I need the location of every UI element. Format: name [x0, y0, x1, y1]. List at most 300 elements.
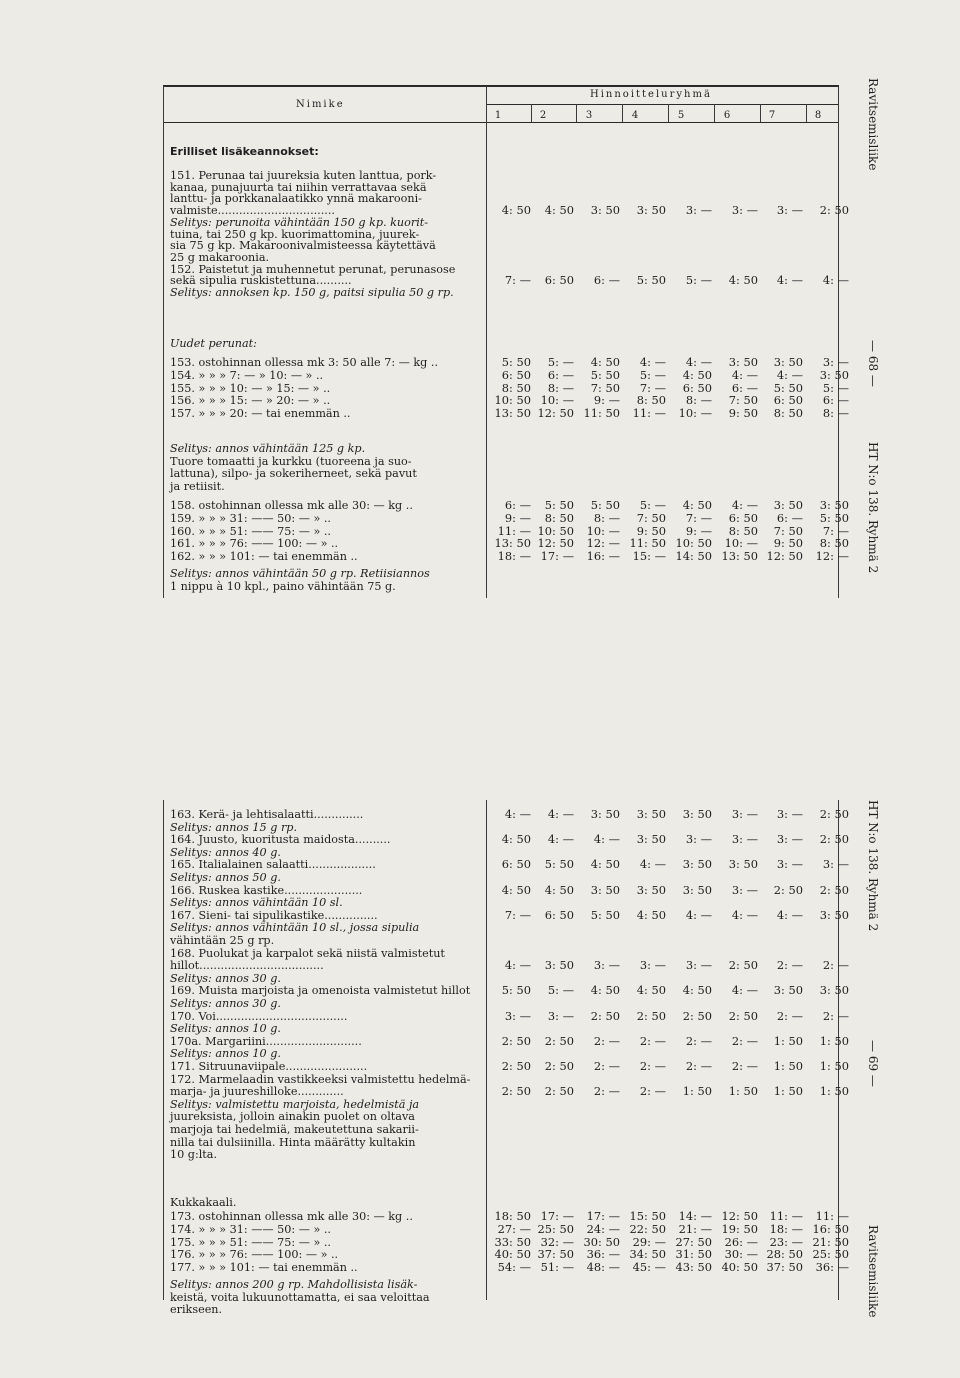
price-cell: 1: 50: [728, 1084, 758, 1099]
price-cell: 10: —: [724, 536, 758, 551]
price-values: [486, 1033, 849, 1048]
col-sep: [806, 104, 807, 122]
price-cell: 3: —: [776, 832, 803, 847]
item-text: nilla tai dulsiinilla. Hinta määrätty kultakin: [170, 1135, 416, 1149]
price-cell: 10: —: [540, 393, 574, 408]
price-cell: 1: 50: [773, 1033, 803, 1048]
price-cell: 30: —: [724, 1247, 758, 1262]
price-cell: 13: 50: [494, 406, 531, 421]
price-cell: 2: —: [685, 1059, 712, 1073]
price-cell: 3: —: [504, 1008, 531, 1023]
price-cell: 8: —: [547, 380, 574, 395]
price-cell: 5: —: [547, 355, 574, 369]
price-cell: 3: —: [731, 807, 758, 821]
group-header: Hinnoitteluryhmä: [590, 89, 712, 100]
col-sep: [531, 104, 532, 122]
price-cell: 16: —: [586, 549, 620, 564]
price-cell: 7: —: [822, 523, 849, 538]
price-cell: 6: —: [822, 393, 849, 408]
price-cell: 16: 50: [812, 1221, 849, 1236]
price-cell: 2: 50: [590, 1008, 620, 1023]
price-cell: 2: 50: [819, 203, 849, 218]
price-cell: 7: 50: [636, 510, 666, 525]
column-number: 1: [494, 110, 502, 121]
price-cell: 4: —: [731, 907, 758, 922]
price-cell: 6: 50: [501, 857, 531, 872]
price-cell: 8: —: [593, 510, 620, 525]
price-cell: 10: 50: [675, 536, 712, 551]
item-text: tuina, tai 250 g kp. kuorimattomina, juurek-: [170, 227, 420, 241]
price-cell: 2: 50: [728, 958, 758, 973]
price-cell: 54: —: [497, 1260, 531, 1275]
side-ht-bottom: HT N:o 138. Ryhmä 2: [866, 800, 880, 932]
price-cell: 2: 50: [544, 1084, 574, 1099]
price-cell: 6: —: [776, 510, 803, 525]
price-cell: 8: 50: [501, 380, 531, 395]
price-values: [486, 1059, 849, 1073]
price-cell: 4: 50: [501, 832, 531, 847]
price-cell: 5: 50: [501, 983, 531, 998]
item-text: lanttu- ja porkkanalaatikko ynnä makarooni-: [170, 192, 422, 206]
item-text: 10 g:lta.: [170, 1148, 218, 1162]
column-number: 6: [723, 110, 731, 121]
price-cell: 2: 50: [819, 882, 849, 897]
item-text: 162. » » » 101: — tai enemmän ..: [170, 550, 358, 564]
price-cell: 2: 50: [819, 832, 849, 847]
price-cell: 3: 50: [682, 807, 712, 821]
price-cell: 2: 50: [501, 1084, 531, 1099]
price-cell: 5: 50: [501, 355, 531, 369]
price-cell: 6: 50: [544, 907, 574, 922]
price-cell: 10: 50: [494, 393, 531, 408]
price-cell: 1: 50: [819, 1084, 849, 1099]
price-values: [486, 406, 849, 421]
price-cell: 3: 50: [728, 355, 758, 369]
price-cell: 13: 50: [721, 549, 758, 564]
price-cell: 8: 50: [728, 523, 758, 538]
item-text: hillot...................................: [170, 959, 324, 973]
price-cell: 11: —: [632, 406, 666, 421]
price-cell: 27: 50: [675, 1234, 712, 1249]
price-cell: 4: —: [685, 907, 712, 922]
item-text: 163. Kerä- ja lehtisalaatti..............: [170, 808, 364, 821]
price-cell: 3: —: [776, 807, 803, 821]
price-cell: 12: —: [586, 536, 620, 551]
col-sep: [760, 104, 761, 122]
price-cell: 3: 50: [682, 857, 712, 872]
price-cell: 4: 50: [501, 203, 531, 218]
price-cell: 3: 50: [636, 832, 666, 847]
note-text: lattuna), silpo- ja sokeriherneet, sekä pavut: [170, 467, 417, 481]
item-text: 25 g makaroonia.: [170, 250, 270, 264]
price-cell: 2: —: [593, 1033, 620, 1048]
price-cell: 2: 50: [773, 882, 803, 897]
price-values: [486, 958, 849, 973]
price-cell: 5: 50: [636, 273, 666, 288]
price-cell: 2: —: [685, 1033, 712, 1048]
price-cell: 3: —: [776, 857, 803, 872]
price-cell: 11: —: [815, 1209, 849, 1223]
item-text: 156. » » » 15: — » 20: — » ..: [170, 394, 331, 408]
price-cell: 3: 50: [819, 367, 849, 382]
price-cell: 1: 50: [773, 1059, 803, 1073]
top-rule: [163, 85, 839, 87]
price-cell: 4: —: [776, 367, 803, 382]
column-number: 3: [585, 110, 593, 121]
price-cell: 6: —: [547, 367, 574, 382]
price-cell: 6: —: [504, 498, 531, 512]
col-sep: [714, 104, 715, 122]
price-cell: 2: 50: [501, 1059, 531, 1073]
section-title: Erilliset lisäkeannokset:: [170, 145, 319, 158]
price-cell: 12: 50: [537, 406, 574, 421]
price-cell: 5: 50: [590, 367, 620, 382]
price-cell: 2: —: [639, 1084, 666, 1099]
price-values: [486, 203, 849, 218]
price-cell: 26: —: [724, 1234, 758, 1249]
price-cell: 3: 50: [682, 882, 712, 897]
page-number-68: — 68 —: [866, 340, 880, 387]
price-cell: 4: —: [776, 273, 803, 288]
price-cell: 19: 50: [721, 1221, 758, 1236]
column-number: 4: [631, 110, 639, 121]
price-cell: 6: 50: [682, 380, 712, 395]
price-cell: 14: —: [678, 1209, 712, 1223]
price-cell: 2: —: [731, 1033, 758, 1048]
price-cell: 3: —: [776, 203, 803, 218]
price-values: [486, 273, 849, 288]
price-cell: 4: 50: [636, 983, 666, 998]
side-ht-top: HT N:o 138. Ryhmä 2: [866, 442, 880, 574]
price-cell: 4: —: [731, 983, 758, 998]
item-text: 172. Marmelaadin vastikkeeksi valmistettu hedelmä-: [170, 1072, 471, 1086]
price-cell: 34: 50: [629, 1247, 666, 1262]
item-text: 154. » » » 7: — » 10: — » ..: [170, 368, 324, 382]
item-text: Selitys: annos 15 g rp.: [170, 820, 298, 834]
price-cell: 4: —: [593, 832, 620, 847]
price-cell: 2: —: [593, 1059, 620, 1073]
group-rule: [486, 104, 839, 105]
price-cell: 4: 50: [682, 367, 712, 382]
price-cell: 3: 50: [819, 498, 849, 512]
price-cell: 36: —: [586, 1247, 620, 1262]
header-rule: [163, 122, 839, 123]
price-cell: 17: —: [540, 549, 574, 564]
price-cell: 2: 50: [544, 1033, 574, 1048]
item-text: Selitys: annos vähintään 10 sl., jossa sipulia: [170, 921, 420, 935]
price-cell: 6: 50: [773, 393, 803, 408]
price-cell: 3: 50: [590, 203, 620, 218]
price-cell: 3: —: [639, 958, 666, 973]
price-cell: 9: 50: [773, 536, 803, 551]
item-text: 173. ostohinnan ollessa mk alle 30: — kg ..: [170, 1210, 413, 1223]
price-cell: 17: —: [540, 1209, 574, 1223]
item-text: 165. Italialainen salaatti...................: [170, 858, 376, 872]
price-cell: 2: —: [639, 1033, 666, 1048]
item-text: 152. Paistetut ja muhennetut perunat, perunasose: [170, 262, 456, 276]
price-cell: 7: —: [639, 380, 666, 395]
price-cell: 3: 50: [544, 958, 574, 973]
price-cell: 12: 50: [766, 549, 803, 564]
price-cell: 4: 50: [590, 355, 620, 369]
price-cell: 22: 50: [629, 1221, 666, 1236]
price-cell: 11: —: [769, 1209, 803, 1223]
price-cell: 7: —: [504, 907, 531, 922]
item-text: Selitys: annos 10 g.: [170, 1022, 281, 1036]
price-cell: 23: —: [769, 1234, 803, 1249]
price-cell: 7: 50: [773, 523, 803, 538]
price-cell: 9: 50: [728, 406, 758, 421]
price-cell: 3: 50: [773, 983, 803, 998]
price-cell: 5: 50: [773, 380, 803, 395]
price-cell: 3: 50: [773, 355, 803, 369]
price-cell: 33: 50: [494, 1234, 531, 1249]
price-cell: 6: —: [731, 380, 758, 395]
price-cell: 7: 50: [590, 380, 620, 395]
price-cell: 8: 50: [636, 393, 666, 408]
price-cell: 4: 50: [728, 273, 758, 288]
price-cell: 8: —: [685, 393, 712, 408]
price-cell: 5: 50: [590, 907, 620, 922]
price-cell: 3: —: [731, 203, 758, 218]
price-cell: 3: —: [822, 355, 849, 369]
price-values: [486, 832, 849, 847]
note-text: 1 nippu à 10 kpl., paino vähintään 75 g.: [170, 579, 396, 593]
column-number: 2: [539, 110, 547, 121]
item-text: 168. Puolukat ja karpalot sekä niistä valmistetut: [170, 946, 445, 960]
price-cell: 4: —: [547, 832, 574, 847]
price-cell: 32: —: [540, 1234, 574, 1249]
price-cell: 6: 50: [728, 510, 758, 525]
price-cell: 37: 50: [766, 1260, 803, 1275]
item-text: 175. » » » 51: —— 75: — » ..: [170, 1235, 331, 1249]
item-text: Selitys: annos 30 g.: [170, 997, 281, 1010]
price-cell: 2: —: [776, 958, 803, 973]
item-text: Selitys: annos 10 g.: [170, 1047, 281, 1061]
price-cell: 3: —: [685, 203, 712, 218]
item-text: 153. ostohinnan ollessa mk 3: 50 alle 7: — kg ..: [170, 356, 438, 369]
note-text: ja retiisit.: [170, 479, 225, 493]
item-text: 157. » » » 20: — tai enemmän ..: [170, 407, 351, 421]
price-cell: 2: 50: [501, 1033, 531, 1048]
price-cell: 40: 50: [721, 1260, 758, 1275]
item-text: 158. ostohinnan ollessa mk alle 30: — kg ..: [170, 499, 413, 512]
price-cell: 1: 50: [773, 1084, 803, 1099]
column-number: 7: [768, 110, 776, 121]
item-text: 170. Voi.....................................: [170, 1009, 348, 1023]
page-number-69: — 69 —: [866, 1040, 880, 1087]
price-cell: 3: 50: [590, 807, 620, 821]
price-cell: 3: 50: [728, 857, 758, 872]
price-cell: 1: 50: [819, 1059, 849, 1073]
note-text: Tuore tomaatti ja kurkku (tuoreena ja suo-: [170, 454, 412, 468]
price-cell: 11: 50: [583, 406, 620, 421]
item-text: sekä sipulia ruskistettuna..........: [170, 274, 352, 288]
price-values: [486, 907, 849, 922]
item-text: 166. Ruskea kastike......................: [170, 883, 363, 897]
price-cell: 3: —: [685, 832, 712, 847]
nimike-header: Nimike: [296, 99, 345, 110]
price-cell: 11: 50: [629, 536, 666, 551]
price-cell: 4: 50: [682, 983, 712, 998]
note-text: Selitys: annos vähintään 50 g rp. Retiisiannos: [170, 567, 430, 580]
price-cell: 6: 50: [544, 273, 574, 288]
price-cell: 3: —: [731, 882, 758, 897]
item-text: 161. » » » 76: —— 100: — » ..: [170, 537, 339, 551]
price-cell: 5: —: [547, 983, 574, 998]
price-cell: 9: 50: [636, 523, 666, 538]
price-cell: 9: —: [593, 393, 620, 408]
item-text: valmiste.................................: [170, 204, 335, 218]
price-cell: 9: —: [685, 523, 712, 538]
price-cell: 7: —: [504, 273, 531, 288]
price-cell: 7: 50: [728, 393, 758, 408]
subheading: Kukkakaali.: [170, 1196, 237, 1209]
item-text: vähintään 25 g rp.: [170, 934, 275, 947]
price-cell: 2: 50: [636, 1008, 666, 1023]
item-text: marja- ja juureshilloke.............: [170, 1085, 344, 1099]
price-cell: 3: 50: [636, 203, 666, 218]
item-text: 155. » » » 10: — » 15: — » ..: [170, 381, 331, 395]
price-cell: 7: —: [685, 510, 712, 525]
price-cell: 2: —: [731, 1059, 758, 1073]
price-cell: 18: —: [769, 1221, 803, 1236]
price-values: [486, 807, 849, 821]
price-cell: 5: —: [639, 498, 666, 512]
price-cell: 43: 50: [675, 1260, 712, 1275]
column-number: 5: [677, 110, 685, 121]
price-cell: 4: 50: [636, 907, 666, 922]
price-cell: 4: —: [776, 907, 803, 922]
frame-left: [163, 86, 164, 598]
price-cell: 4: 50: [544, 882, 574, 897]
price-cell: 11: —: [497, 523, 531, 538]
price-cell: 6: 50: [501, 367, 531, 382]
price-cell: 3: 50: [636, 807, 666, 821]
note-text: Selitys: annos vähintään 125 g kp.: [170, 442, 366, 455]
price-cell: 10: 50: [537, 523, 574, 538]
item-text: Selitys: annos 30 g.: [170, 971, 281, 985]
price-values: [486, 857, 849, 872]
price-cell: 17: —: [586, 1209, 620, 1223]
note-text: Selitys: annos 200 g rp. Mahdollisista lisäk-: [170, 1278, 418, 1291]
price-cell: 4: 50: [544, 203, 574, 218]
price-cell: 21: 50: [812, 1234, 849, 1249]
price-cell: 6: —: [593, 273, 620, 288]
price-cell: 4: —: [731, 498, 758, 512]
item-text: marjoja tai hedelmiä, makeutettuna sakarii-: [170, 1123, 419, 1136]
price-cell: 2: 50: [544, 1059, 574, 1073]
column-number: 8: [814, 110, 822, 121]
item-text: Selitys: annos 50 g.: [170, 871, 281, 884]
price-cell: 4: 50: [590, 983, 620, 998]
price-cell: 24: —: [586, 1221, 620, 1236]
price-cell: 5: —: [685, 273, 712, 288]
price-values: [486, 1084, 849, 1099]
item-text: Selitys: annos vähintään 10 sl.: [170, 896, 343, 910]
price-cell: 8: —: [822, 406, 849, 421]
price-cell: 12: 50: [721, 1209, 758, 1223]
side-title-bottom: Ravitsemisliike: [866, 1225, 880, 1318]
price-cell: 5: 50: [544, 498, 574, 512]
price-cell: 10: —: [586, 523, 620, 538]
item-text: Selitys: annoksen kp. 150 g, paitsi sipulia 50 g rp.: [170, 286, 454, 299]
price-cell: 30: 50: [583, 1234, 620, 1249]
subheading: Uudet perunat:: [170, 337, 257, 350]
item-text: 170a. Margariini...........................: [170, 1034, 362, 1048]
price-cell: 5: —: [639, 367, 666, 382]
price-cell: 8: 50: [819, 536, 849, 551]
price-cell: 4: 50: [501, 882, 531, 897]
price-cell: 12: —: [815, 549, 849, 564]
item-text: kanaa, punajuurta tai niihin verrattavaa sekä: [170, 180, 427, 194]
price-cell: 15: 50: [629, 1209, 666, 1223]
price-cell: 2: —: [639, 1059, 666, 1073]
price-cell: 3: 50: [773, 498, 803, 512]
price-cell: 4: —: [731, 367, 758, 382]
item-text: 171. Sitruunaviipale.......................: [170, 1060, 368, 1073]
col-sep: [668, 104, 669, 122]
price-cell: 21: —: [678, 1221, 712, 1236]
price-cell: 5: 50: [590, 498, 620, 512]
price-cell: 8: 50: [544, 510, 574, 525]
frame-left-bottom: [163, 800, 164, 1300]
price-cell: 4: —: [639, 857, 666, 872]
item-text: 164. Juusto, kuoritusta maidosta..........: [170, 833, 391, 847]
price-cell: 4: 50: [682, 498, 712, 512]
price-cell: 5: —: [822, 380, 849, 395]
price-cell: 4: —: [639, 355, 666, 369]
price-cell: 4: —: [822, 273, 849, 288]
price-cell: 1: 50: [819, 1033, 849, 1048]
price-cell: 1: 50: [682, 1084, 712, 1099]
price-cell: 4: —: [504, 807, 531, 821]
price-cell: 45: —: [632, 1260, 666, 1275]
item-text: 176. » » » 76: —— 100: — » ..: [170, 1248, 339, 1262]
price-cell: 10: —: [678, 406, 712, 421]
price-cell: 4: —: [504, 958, 531, 973]
item-text: 169. Muista marjoista ja omenoista valmistetut hillot: [170, 984, 471, 998]
price-cell: 48: —: [586, 1260, 620, 1275]
price-cell: 3: —: [547, 1008, 574, 1023]
item-text: Selitys: perunoita vähintään 150 g kp. kuorit-: [170, 215, 429, 229]
item-text: Selitys: valmistettu marjoista, hedelmistä ja: [170, 1097, 420, 1111]
item-text: 177. » » » 101: — tai enemmän ..: [170, 1261, 358, 1275]
price-cell: 3: 50: [636, 882, 666, 897]
price-cell: 8: 50: [773, 406, 803, 421]
price-cell: 2: —: [822, 958, 849, 973]
price-cell: 3: 50: [590, 882, 620, 897]
price-cell: 27: —: [497, 1221, 531, 1236]
price-cell: 4: —: [547, 807, 574, 821]
price-cell: 14: 50: [675, 549, 712, 564]
price-cell: 2: —: [822, 1008, 849, 1023]
note-text: erikseen.: [170, 1303, 223, 1317]
price-cell: 37: 50: [537, 1247, 574, 1262]
price-cell: 2: 50: [819, 807, 849, 821]
item-text: sia 75 g kp. Makaroonivalmisteessa käytettävä: [170, 239, 436, 253]
price-cell: 3: 50: [819, 907, 849, 922]
item-text: 160. » » » 51: —— 75: — » ..: [170, 524, 331, 538]
price-cell: 4: —: [685, 355, 712, 369]
price-values: [486, 983, 849, 998]
price-values: [486, 549, 849, 564]
price-cell: 4: 50: [590, 857, 620, 872]
price-cell: 15: —: [632, 549, 666, 564]
price-cell: 40: 50: [494, 1247, 531, 1262]
price-cell: 29: —: [632, 1234, 666, 1249]
item-text: Selitys: annos 40 g.: [170, 845, 281, 859]
